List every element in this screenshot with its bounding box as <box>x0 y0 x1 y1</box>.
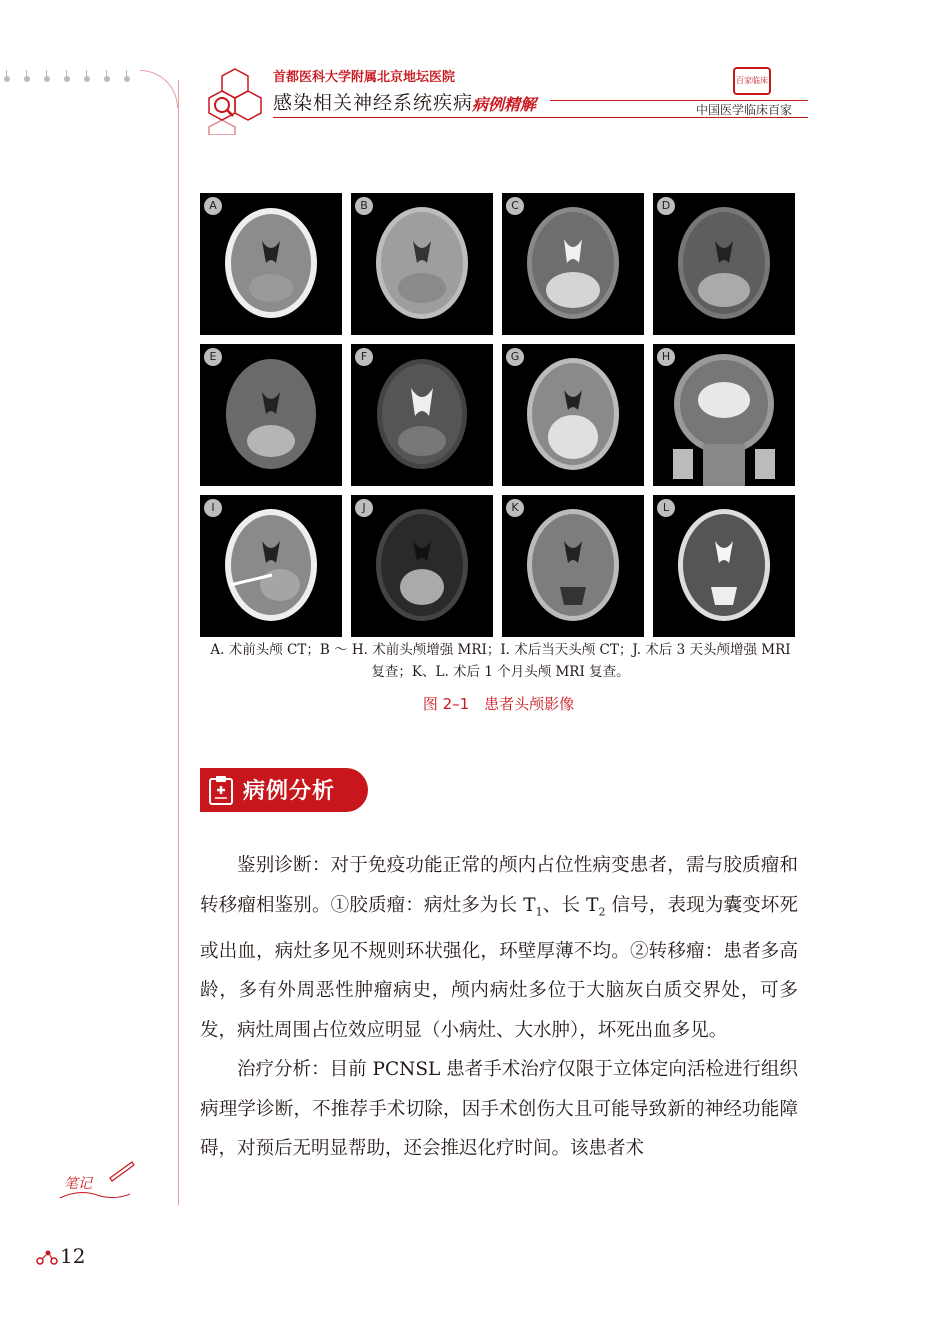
scan-panel-c <box>502 193 644 335</box>
panel-label: G <box>506 348 524 366</box>
scan-panel-l <box>653 495 795 637</box>
panel-label: B <box>355 197 373 215</box>
paragraph-treatment-analysis: 治疗分析：目前 PCNSL 患者手术治疗仅限于立体定向活检进行组织病理学诊断，不推荐手术切除，因手术创伤大且可能导致新的神经功能障碍，对预后无明显帮助，还会推迟化疗时间。该患者术 <box>200 1059 798 1160</box>
scan-panel-d <box>653 193 795 335</box>
notes-pen-icon <box>50 1158 140 1203</box>
clipboard-icon <box>207 775 235 805</box>
figure-caption <box>203 639 798 683</box>
page-number: 12 <box>60 1244 86 1268</box>
panel-label: H <box>657 348 675 366</box>
caption-line-1: A. 术前头颅 CT；B ～ H. 术前头颅增强 MRI；I. 术后当天头颅 CT；J. 术后 3 天头颅增强 MRI <box>210 642 791 658</box>
panel-label: K <box>506 499 524 517</box>
scan-panel-a <box>200 193 342 335</box>
panel-label: D <box>657 197 675 215</box>
series-name: 中国医学临床百家 <box>696 103 793 117</box>
scan-panel-i <box>200 495 342 637</box>
scan-panel-k <box>502 495 644 637</box>
body-text <box>200 846 798 1169</box>
panel-label: A <box>204 197 222 215</box>
svg-text:笔记: 笔记 <box>64 1176 92 1192</box>
margin-line <box>178 80 179 1205</box>
scan-panel-g <box>502 344 644 486</box>
hexagon-logo-icon <box>200 65 270 135</box>
figure-title: 图 2–1 患者头颅影像 <box>422 695 575 713</box>
molecule-icon <box>36 1247 58 1267</box>
caption-line-2: 复查；K、L. 术后 1 个月头颅 MRI 复查。 <box>371 664 630 680</box>
panel-label: C <box>506 197 524 215</box>
scan-panel-e <box>200 344 342 486</box>
series-seal-icon: 百家临床 <box>733 67 771 95</box>
paragraph-differential-diagnosis: 鉴别诊断：对于免疫功能正常的颅内占位性病变患者，需与胶质瘤和转移瘤相鉴别。①胶质瘤：病灶多为长 $T_1$、长 $T_2$ 信号，表现为囊变坏死或出血，病灶多见不规则环状强化，环壁厚薄不均。②转移瘤：患者多高龄，多有外周恶性肿瘤病史，颅内病灶多位于大脑灰白质交界处，可多发，病灶周围占位效应明显（小病灶、大水肿），坏死出血多见。 <box>200 855 798 1041</box>
book-title: 感染相关神经系统疾病 <box>273 92 474 114</box>
panel-label: L <box>657 499 675 517</box>
panel-label: F <box>355 348 373 366</box>
scan-panel-f <box>351 344 493 486</box>
panel-label: J <box>355 499 373 517</box>
panel-label: I <box>204 499 222 517</box>
panel-label: E <box>204 348 222 366</box>
hospital-name: 首都医科大学附属北京地坛医院 <box>273 70 456 85</box>
scan-panel-h <box>653 344 795 486</box>
scan-panel-b <box>351 193 493 335</box>
book-subtitle: 病例精解 <box>472 95 537 114</box>
scan-panel-j <box>351 495 493 637</box>
section-title: 病例分析 <box>243 779 336 804</box>
